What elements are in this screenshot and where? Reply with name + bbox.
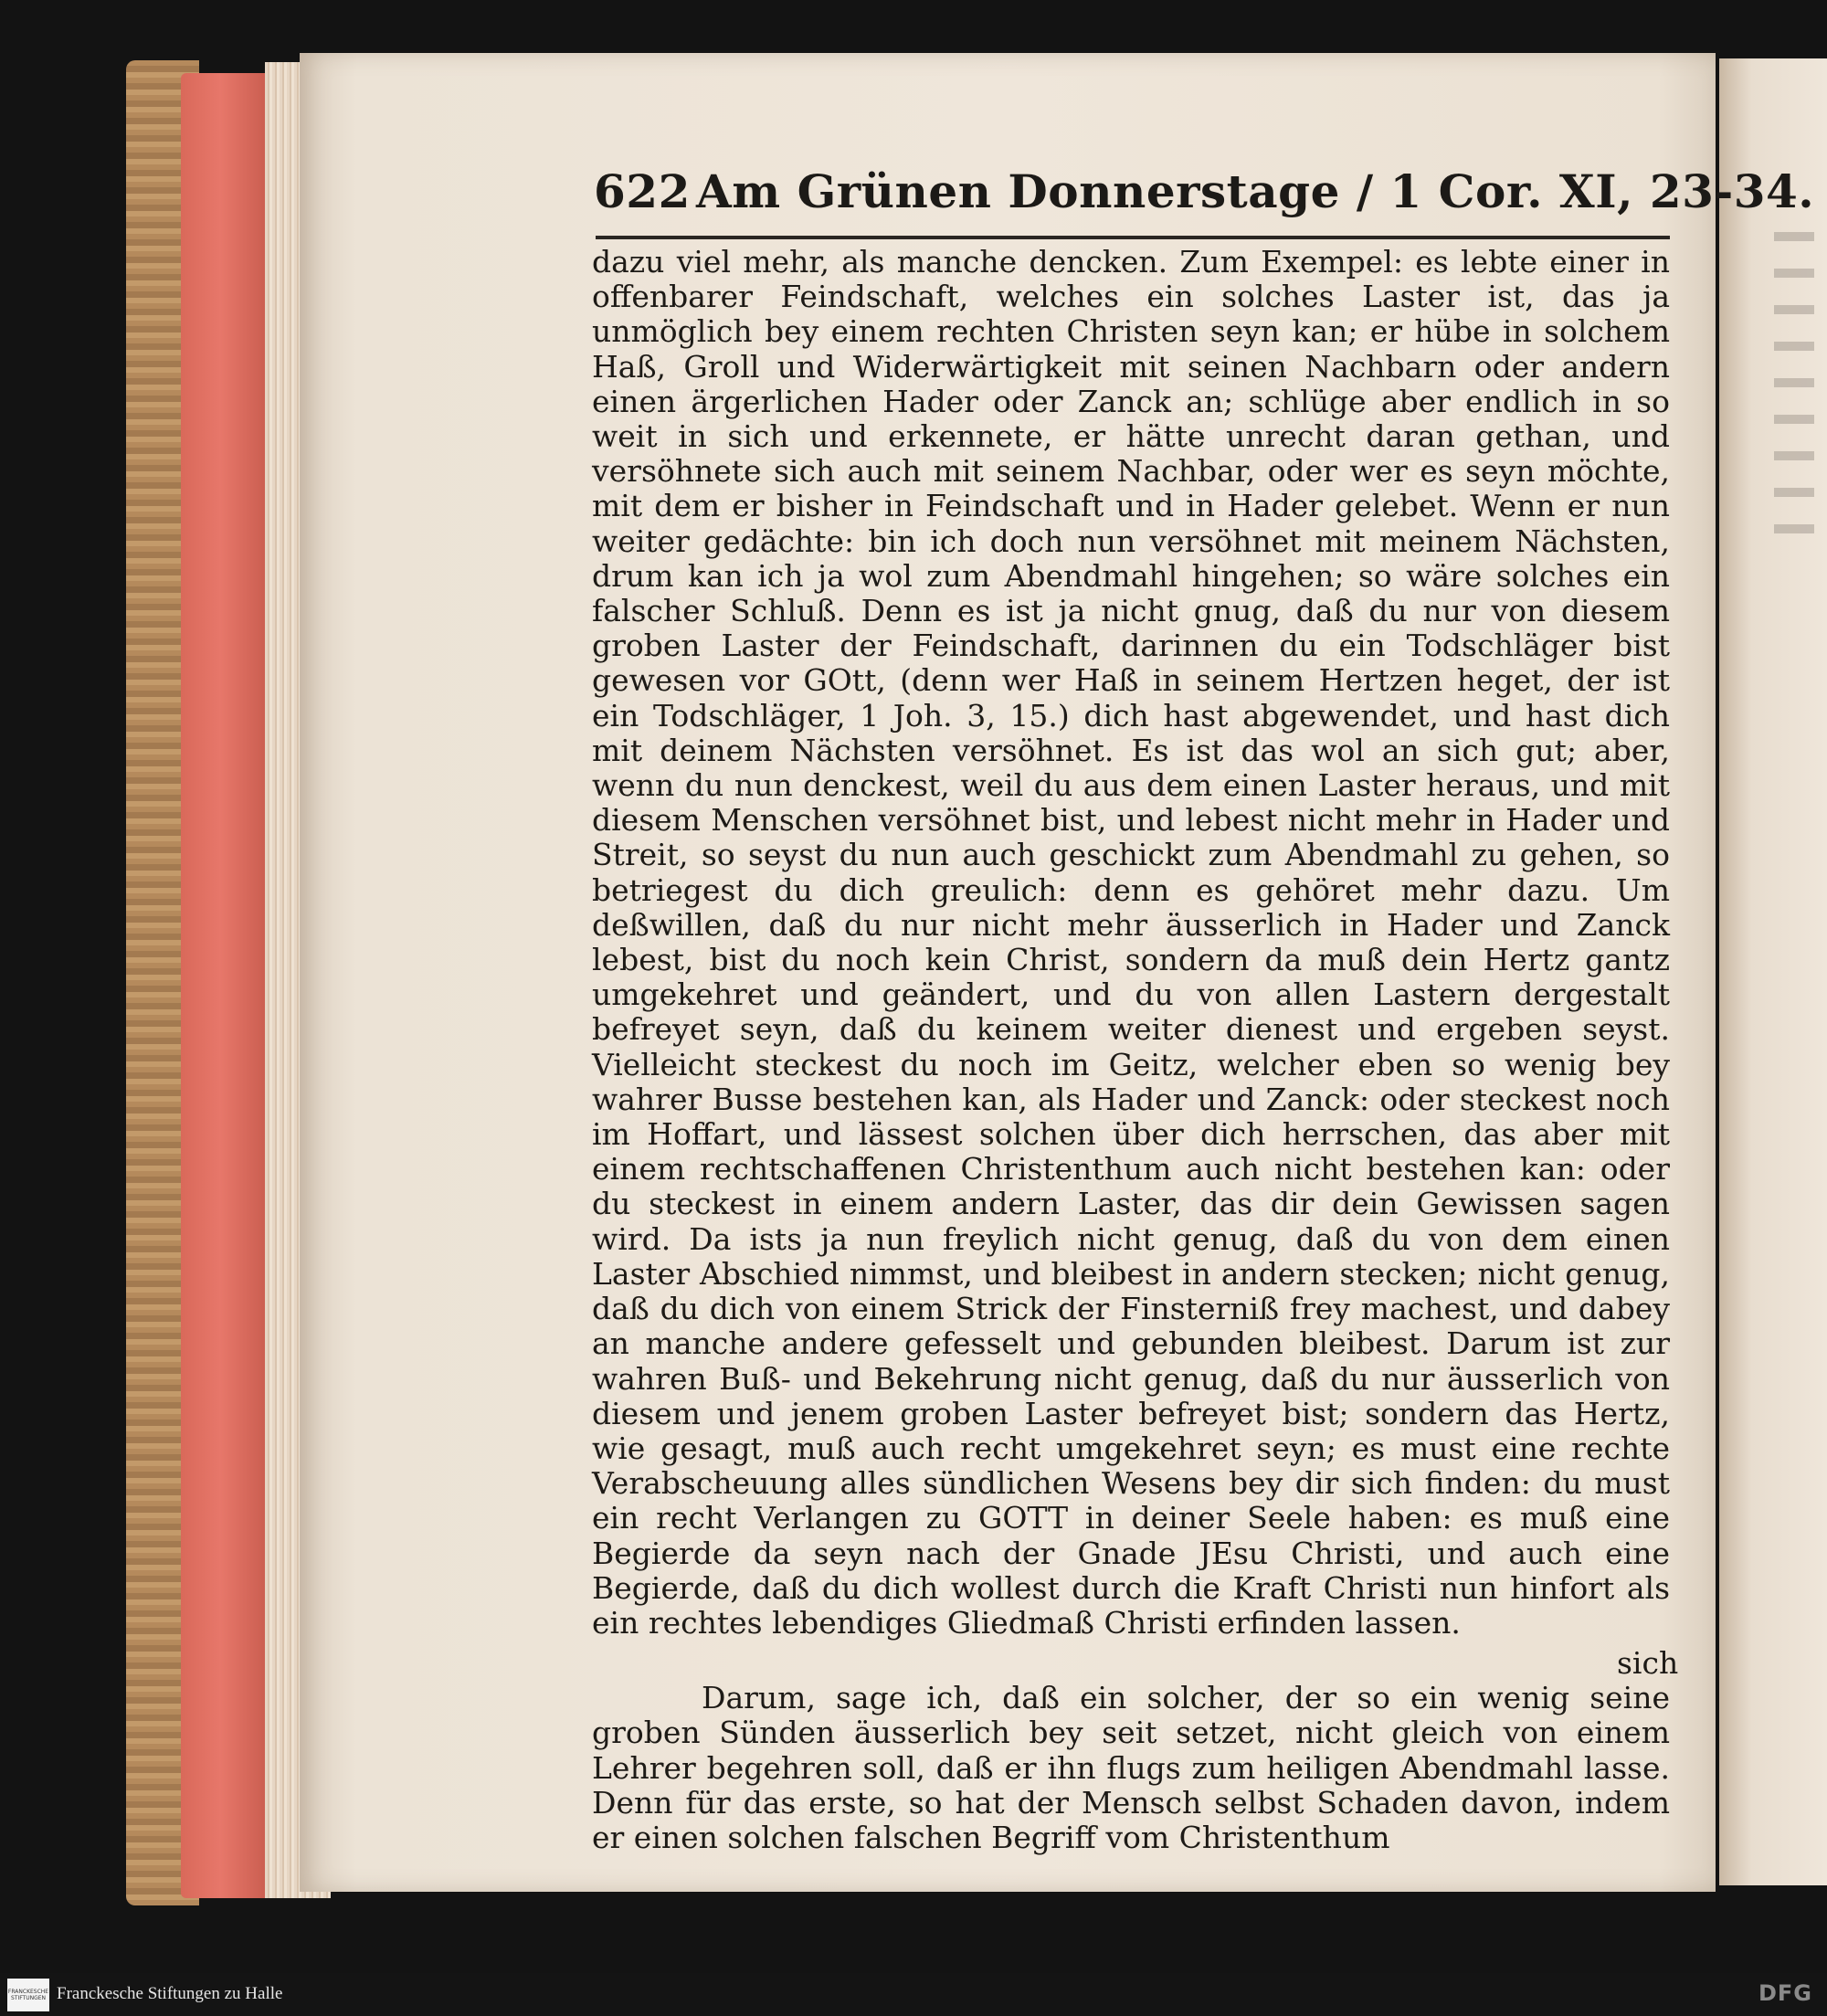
paragraph-gap [592,1641,1670,1681]
body-text [592,245,1670,1855]
page-number: 622 [594,164,691,218]
running-head [594,164,1815,237]
institution-logo[interactable]: FRANCKESCHE STIFTUNGEN [7,1979,49,2011]
header-rule [596,236,1670,239]
running-title: Am Grünen Donnerstage / 1 Cor. XI, 23-34. [696,164,1815,218]
footer-bar [0,1973,1827,2016]
institution-name: Franckesche Stiftungen zu Halle [57,1984,283,2003]
facing-page-edge [1719,58,1827,1885]
catchword: sich [1617,1645,1679,1681]
red-page-edge [181,73,269,1898]
facing-page-text-bleed [1774,232,1814,561]
paragraph: dazu viel mehr, als manche dencken. Zum Exempel: es lebte einer in offenbarer Feindschaft, welches ein solches Laster ist, das ja unmöglich bey einem rechten Christen seyn kan; er hübe in solchem Haß, Groll und Widerwärtigkeit mit seinen Nachbarn oder andern einen ärgerlichen Hader oder Zanck an; schlüge aber endlich in so weit in sich und erkennete, er hätte unrecht daran gethan, und versöhnete sich auch mit seinem Nachbar, oder wer es seyn möchte, mit dem er bisher in Feindschaft und in Hader gelebet. Wenn er nun weiter gedächte: bin ich doch nun versöhnet mit meinem Nächsten, drum kan ich ja wol zum Abendmahl hingehen; so wäre solches ein falscher Schluß. Denn es ist ja nicht gnug, daß du nur von diesem groben Laster der Feindschaft, darinnen du ein Todschläger bist gewesen vor GOtt, (denn wer Haß in seinem Hertzen heget, der ist ein Todschläger, 1 Joh. 3, 15.) dich hast abgewendet, und hast dich mit deinem Nächsten versöhnet. Es ist das wol an sich gut; aber, wenn du nun denckest, weil du aus dem einen Laster heraus, und mit diesem Menschen versöhnet bist, und lebest nicht mehr in Hader und Streit, so seyst du nun auch geschickt zum Abendmahl zu gehen, so betriegest du dich greulich: denn es gehöret mehr dazu. Um deßwillen, daß du nur nicht mehr äusserlich in Hader und Zanck lebest, bist du noch kein Christ, sondern da muß dein Hertz gantz umgekehret und geändert, und du von allen Lastern dergestalt befreyet seyn, daß du keinem weiter dienest und ergeben seyst. Vielleicht steckest du noch im Geitz, welcher eben so wenig bey wahrer Busse bestehen kan, als Hader und Zanck: oder steckest noch im Hoffart, und lässest solchen über dich herrschen, das aber mit einem rechtschaffenen Christenthum auch nicht bestehen kan: oder du steckest in einem andern Laster, das dir dein Gewissen sagen wird. Da ists ja nun freylich nicht genug, daß du von dem einen Laster Abschied nimmst, und bleibest in andern stecken; nicht genug, daß du dich von einem Strick der Finsterniß frey machest, und dabey an manche andere gefesselt und gebunden bleibest. Darum ist zur wahren Buß- und Bekehrung nicht genug, daß du nur äusserlich von diesem und jenem groben Laster befreyet bist; sondern das Hertz, wie gesagt, muß auch recht umgekehret seyn; es must eine rechte Verabscheuung alles sündlichen Wesens bey dir sich finden: du must ein recht Verlangen zu GOTT in deiner Seele haben: es muß eine Begierde da seyn nach der Gnade JEsu Christi, und auch eine Begierde, daß du dich wollest durch die Kraft Christi nun hinfort als ein rechtes lebendiges Gliedmaß Christi erfinden lassen. [592,244,1670,1641]
dfg-logo: DFG [1758,1980,1812,2006]
paragraph: Darum, sage ich, daß ein solcher, der so ein wenig seine groben Sünden äusserlich bey seit setzet, nicht gleich von einem Lehrer begehren soll, daß er ihn flugs zum heiligen Abendmahl lasse. Denn für das erste, so hat der Mensch selbst Schaden davon, indem er einen solchen falschen Begriff vom Christenthum [592,1680,1670,1855]
